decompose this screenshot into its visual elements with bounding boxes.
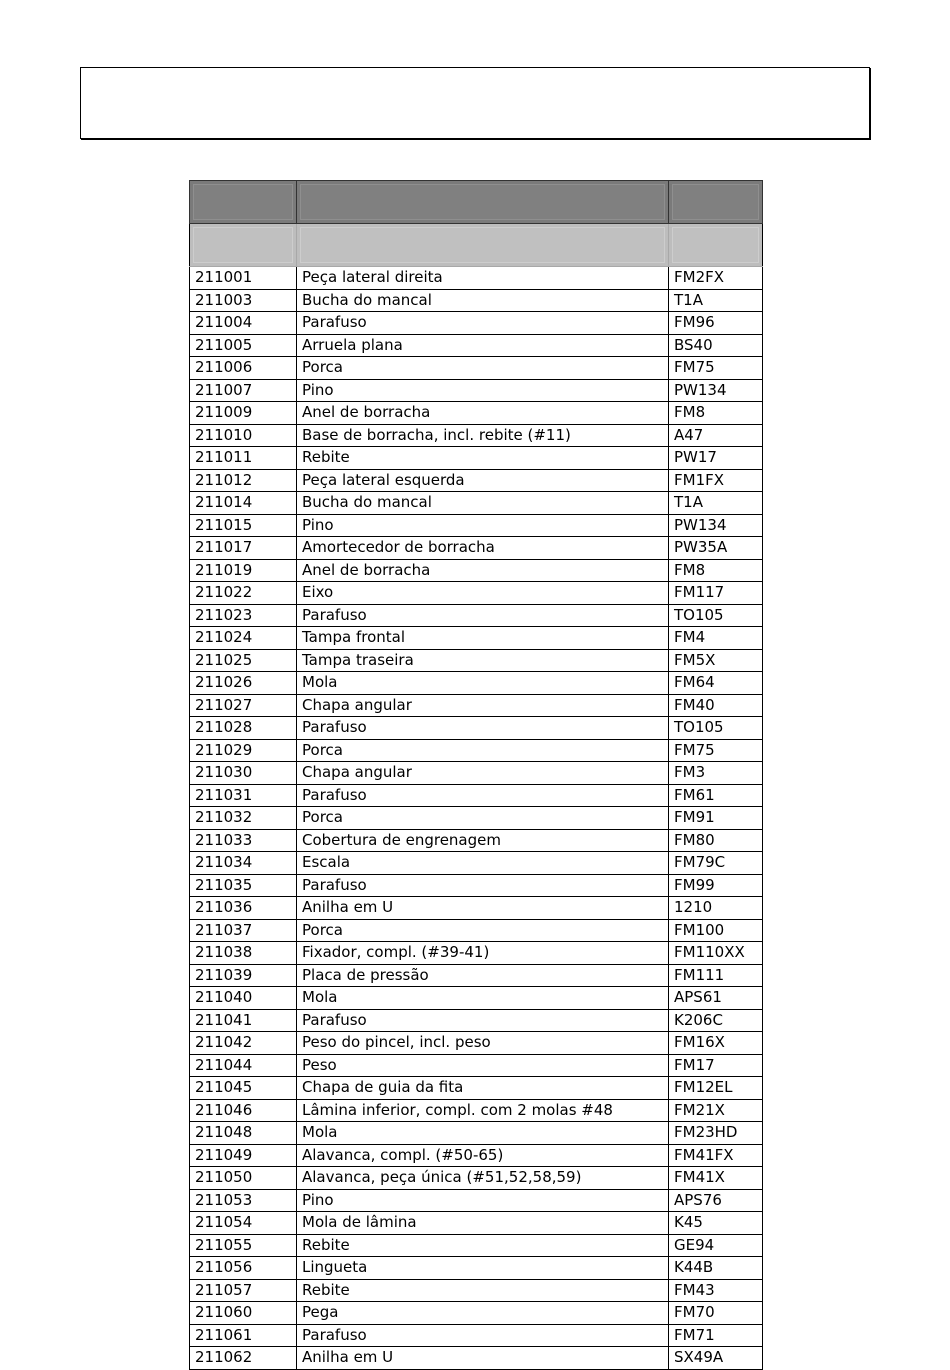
- table-row: [190, 1257, 763, 1280]
- part-description-cell: Parafuso: [297, 1324, 669, 1347]
- part-description-cell: Peso: [297, 1054, 669, 1077]
- part-number-cell: 211032: [190, 807, 297, 830]
- part-ref-cell: A47: [669, 424, 763, 447]
- table-row: [190, 1167, 763, 1190]
- part-description-cell: Porca: [297, 807, 669, 830]
- table-row: [190, 1122, 763, 1145]
- part-number-cell: 211022: [190, 582, 297, 605]
- part-number-cell: 211005: [190, 334, 297, 357]
- table-row: [190, 1032, 763, 1055]
- table-row: [190, 312, 763, 335]
- table-row: [190, 357, 763, 380]
- part-number-cell: 211006: [190, 357, 297, 380]
- part-number-cell: 211057: [190, 1279, 297, 1302]
- part-number-cell: 211037: [190, 919, 297, 942]
- table-row: [190, 424, 763, 447]
- part-ref-cell: T1A: [669, 289, 763, 312]
- part-number-cell: 211030: [190, 762, 297, 785]
- part-ref-cell: FM4: [669, 627, 763, 650]
- part-ref-cell: FM111: [669, 964, 763, 987]
- part-description-cell: Escala: [297, 852, 669, 875]
- part-description-cell: Pino: [297, 514, 669, 537]
- table-row: [190, 739, 763, 762]
- part-ref-cell: 1210: [669, 897, 763, 920]
- header-box: [80, 67, 870, 139]
- part-ref-cell: FM71: [669, 1324, 763, 1347]
- part-number-cell: 211023: [190, 604, 297, 627]
- table-row: [190, 1324, 763, 1347]
- table-row: [190, 1279, 763, 1302]
- table-row: [190, 1054, 763, 1077]
- part-ref-cell: FM64: [669, 672, 763, 695]
- subheader-cell: [190, 224, 297, 267]
- part-number-cell: 211029: [190, 739, 297, 762]
- part-number-cell: 211033: [190, 829, 297, 852]
- part-description-cell: Tampa traseira: [297, 649, 669, 672]
- part-ref-cell: FM21X: [669, 1099, 763, 1122]
- part-description-cell: Lâmina inferior, compl. com 2 molas #48: [297, 1099, 669, 1122]
- part-number-cell: 211026: [190, 672, 297, 695]
- part-ref-cell: FM8: [669, 402, 763, 425]
- part-number-cell: 211015: [190, 514, 297, 537]
- part-number-cell: 211019: [190, 559, 297, 582]
- part-number-cell: 211062: [190, 1347, 297, 1370]
- table-row: [190, 897, 763, 920]
- part-number-cell: 211010: [190, 424, 297, 447]
- part-ref-cell: FM70: [669, 1302, 763, 1325]
- table-row: [190, 559, 763, 582]
- part-number-cell: 211044: [190, 1054, 297, 1077]
- part-ref-cell: PW35A: [669, 537, 763, 560]
- part-number-cell: 211024: [190, 627, 297, 650]
- part-description-cell: Porca: [297, 739, 669, 762]
- part-description-cell: Parafuso: [297, 312, 669, 335]
- part-ref-cell: FM79C: [669, 852, 763, 875]
- part-description-cell: Pega: [297, 1302, 669, 1325]
- part-description-cell: Anel de borracha: [297, 559, 669, 582]
- part-description-cell: Rebite: [297, 1279, 669, 1302]
- parts-table: [189, 180, 763, 1370]
- part-description-cell: Amortecedor de borracha: [297, 537, 669, 560]
- part-number-cell: 211061: [190, 1324, 297, 1347]
- part-ref-cell: FM75: [669, 357, 763, 380]
- table-row: [190, 1302, 763, 1325]
- table-row: [190, 402, 763, 425]
- part-number-cell: 211039: [190, 964, 297, 987]
- part-ref-cell: BS40: [669, 334, 763, 357]
- table-row: [190, 829, 763, 852]
- part-description-cell: Anilha em U: [297, 1347, 669, 1370]
- part-ref-cell: TO105: [669, 717, 763, 740]
- part-description-cell: Chapa angular: [297, 762, 669, 785]
- part-description-cell: Tampa frontal: [297, 627, 669, 650]
- part-number-cell: 211009: [190, 402, 297, 425]
- table-row: [190, 964, 763, 987]
- part-number-cell: 211049: [190, 1144, 297, 1167]
- table-row: [190, 1144, 763, 1167]
- part-ref-cell: FM80: [669, 829, 763, 852]
- table-row: [190, 717, 763, 740]
- table-header-light: [190, 224, 763, 267]
- part-description-cell: Eixo: [297, 582, 669, 605]
- part-description-cell: Peça lateral esquerda: [297, 469, 669, 492]
- part-ref-cell: FM43: [669, 1279, 763, 1302]
- part-ref-cell: FM16X: [669, 1032, 763, 1055]
- table-row: [190, 807, 763, 830]
- part-number-cell: 211011: [190, 447, 297, 470]
- part-description-cell: Mola: [297, 987, 669, 1010]
- part-number-cell: 211038: [190, 942, 297, 965]
- part-ref-cell: FM40: [669, 694, 763, 717]
- part-number-cell: 211028: [190, 717, 297, 740]
- part-description-cell: Parafuso: [297, 1009, 669, 1032]
- part-ref-cell: FM5X: [669, 649, 763, 672]
- table-row: [190, 694, 763, 717]
- table-row: [190, 447, 763, 470]
- part-number-cell: 211040: [190, 987, 297, 1010]
- part-description-cell: Cobertura de engrenagem: [297, 829, 669, 852]
- table-row: [190, 379, 763, 402]
- part-number-cell: 211056: [190, 1257, 297, 1280]
- header-cell: [190, 181, 297, 224]
- part-description-cell: Peso do pincel, incl. peso: [297, 1032, 669, 1055]
- part-description-cell: Rebite: [297, 1234, 669, 1257]
- part-ref-cell: FM41FX: [669, 1144, 763, 1167]
- part-description-cell: Porca: [297, 357, 669, 380]
- table-row: [190, 604, 763, 627]
- part-number-cell: 211050: [190, 1167, 297, 1190]
- part-description-cell: Peça lateral direita: [297, 267, 669, 290]
- part-number-cell: 211036: [190, 897, 297, 920]
- part-description-cell: Chapa angular: [297, 694, 669, 717]
- table-header-dark: [190, 181, 763, 224]
- part-ref-cell: FM100: [669, 919, 763, 942]
- part-ref-cell: FM1FX: [669, 469, 763, 492]
- part-ref-cell: FM12EL: [669, 1077, 763, 1100]
- part-ref-cell: GE94: [669, 1234, 763, 1257]
- table-row: [190, 334, 763, 357]
- table-row: [190, 267, 763, 290]
- part-number-cell: 211017: [190, 537, 297, 560]
- table-row: [190, 514, 763, 537]
- table-row: [190, 762, 763, 785]
- part-number-cell: 211045: [190, 1077, 297, 1100]
- table-row: [190, 942, 763, 965]
- part-description-cell: Mola de lâmina: [297, 1212, 669, 1235]
- table-row: [190, 784, 763, 807]
- table-row: [190, 1234, 763, 1257]
- part-description-cell: Mola: [297, 672, 669, 695]
- part-number-cell: 211046: [190, 1099, 297, 1122]
- table-row: [190, 1009, 763, 1032]
- part-description-cell: Arruela plana: [297, 334, 669, 357]
- part-ref-cell: FM17: [669, 1054, 763, 1077]
- part-number-cell: 211054: [190, 1212, 297, 1235]
- part-description-cell: Base de borracha, incl. rebite (#11): [297, 424, 669, 447]
- table-row: [190, 627, 763, 650]
- table-row: [190, 919, 763, 942]
- part-description-cell: Alavanca, peça única (#51,52,58,59): [297, 1167, 669, 1190]
- table-row: [190, 1212, 763, 1235]
- part-description-cell: Bucha do mancal: [297, 492, 669, 515]
- part-ref-cell: T1A: [669, 492, 763, 515]
- part-ref-cell: FM117: [669, 582, 763, 605]
- part-number-cell: 211031: [190, 784, 297, 807]
- part-number-cell: 211004: [190, 312, 297, 335]
- part-number-cell: 211053: [190, 1189, 297, 1212]
- part-ref-cell: FM2FX: [669, 267, 763, 290]
- part-description-cell: Pino: [297, 379, 669, 402]
- part-description-cell: Parafuso: [297, 717, 669, 740]
- table-row: [190, 289, 763, 312]
- table-row: [190, 987, 763, 1010]
- part-number-cell: 211014: [190, 492, 297, 515]
- part-ref-cell: APS61: [669, 987, 763, 1010]
- part-ref-cell: PW134: [669, 514, 763, 537]
- table-row: [190, 1077, 763, 1100]
- part-description-cell: Alavanca, compl. (#50-65): [297, 1144, 669, 1167]
- table-row: [190, 852, 763, 875]
- part-description-cell: Anel de borracha: [297, 402, 669, 425]
- part-ref-cell: APS76: [669, 1189, 763, 1212]
- part-description-cell: Fixador, compl. (#39-41): [297, 942, 669, 965]
- part-number-cell: 211042: [190, 1032, 297, 1055]
- part-number-cell: 211041: [190, 1009, 297, 1032]
- part-ref-cell: K44B: [669, 1257, 763, 1280]
- header-cell: [669, 181, 763, 224]
- part-ref-cell: PW17: [669, 447, 763, 470]
- part-number-cell: 211001: [190, 267, 297, 290]
- part-number-cell: 211034: [190, 852, 297, 875]
- table-row: [190, 469, 763, 492]
- part-description-cell: Lingueta: [297, 1257, 669, 1280]
- part-ref-cell: PW134: [669, 379, 763, 402]
- part-number-cell: 211035: [190, 874, 297, 897]
- part-ref-cell: FM3: [669, 762, 763, 785]
- part-description-cell: Parafuso: [297, 604, 669, 627]
- part-description-cell: Anilha em U: [297, 897, 669, 920]
- part-description-cell: Porca: [297, 919, 669, 942]
- part-ref-cell: FM8: [669, 559, 763, 582]
- table-row: [190, 492, 763, 515]
- table-row: [190, 672, 763, 695]
- part-ref-cell: FM96: [669, 312, 763, 335]
- table-row: [190, 874, 763, 897]
- table-row: [190, 582, 763, 605]
- part-description-cell: Mola: [297, 1122, 669, 1145]
- part-number-cell: 211060: [190, 1302, 297, 1325]
- subheader-cell: [669, 224, 763, 267]
- parts-table-body: [190, 267, 763, 1370]
- header-cell: [297, 181, 669, 224]
- part-ref-cell: FM75: [669, 739, 763, 762]
- part-ref-cell: FM23HD: [669, 1122, 763, 1145]
- part-number-cell: 211007: [190, 379, 297, 402]
- part-description-cell: Pino: [297, 1189, 669, 1212]
- table-row: [190, 1189, 763, 1212]
- part-ref-cell: K45: [669, 1212, 763, 1235]
- part-ref-cell: K206C: [669, 1009, 763, 1032]
- part-description-cell: Chapa de guia da fita: [297, 1077, 669, 1100]
- table-row: [190, 537, 763, 560]
- part-number-cell: 211027: [190, 694, 297, 717]
- part-ref-cell: FM91: [669, 807, 763, 830]
- part-ref-cell: FM110XX: [669, 942, 763, 965]
- part-description-cell: Rebite: [297, 447, 669, 470]
- subheader-cell: [297, 224, 669, 267]
- part-description-cell: Parafuso: [297, 784, 669, 807]
- part-ref-cell: FM99: [669, 874, 763, 897]
- table-row: [190, 1099, 763, 1122]
- part-ref-cell: FM61: [669, 784, 763, 807]
- table-row: [190, 1347, 763, 1370]
- part-number-cell: 211025: [190, 649, 297, 672]
- part-ref-cell: SX49A: [669, 1347, 763, 1370]
- part-description-cell: Bucha do mancal: [297, 289, 669, 312]
- part-ref-cell: TO105: [669, 604, 763, 627]
- part-number-cell: 211055: [190, 1234, 297, 1257]
- part-number-cell: 211012: [190, 469, 297, 492]
- part-description-cell: Placa de pressão: [297, 964, 669, 987]
- part-number-cell: 211048: [190, 1122, 297, 1145]
- part-ref-cell: FM41X: [669, 1167, 763, 1190]
- table-row: [190, 649, 763, 672]
- part-description-cell: Parafuso: [297, 874, 669, 897]
- part-number-cell: 211003: [190, 289, 297, 312]
